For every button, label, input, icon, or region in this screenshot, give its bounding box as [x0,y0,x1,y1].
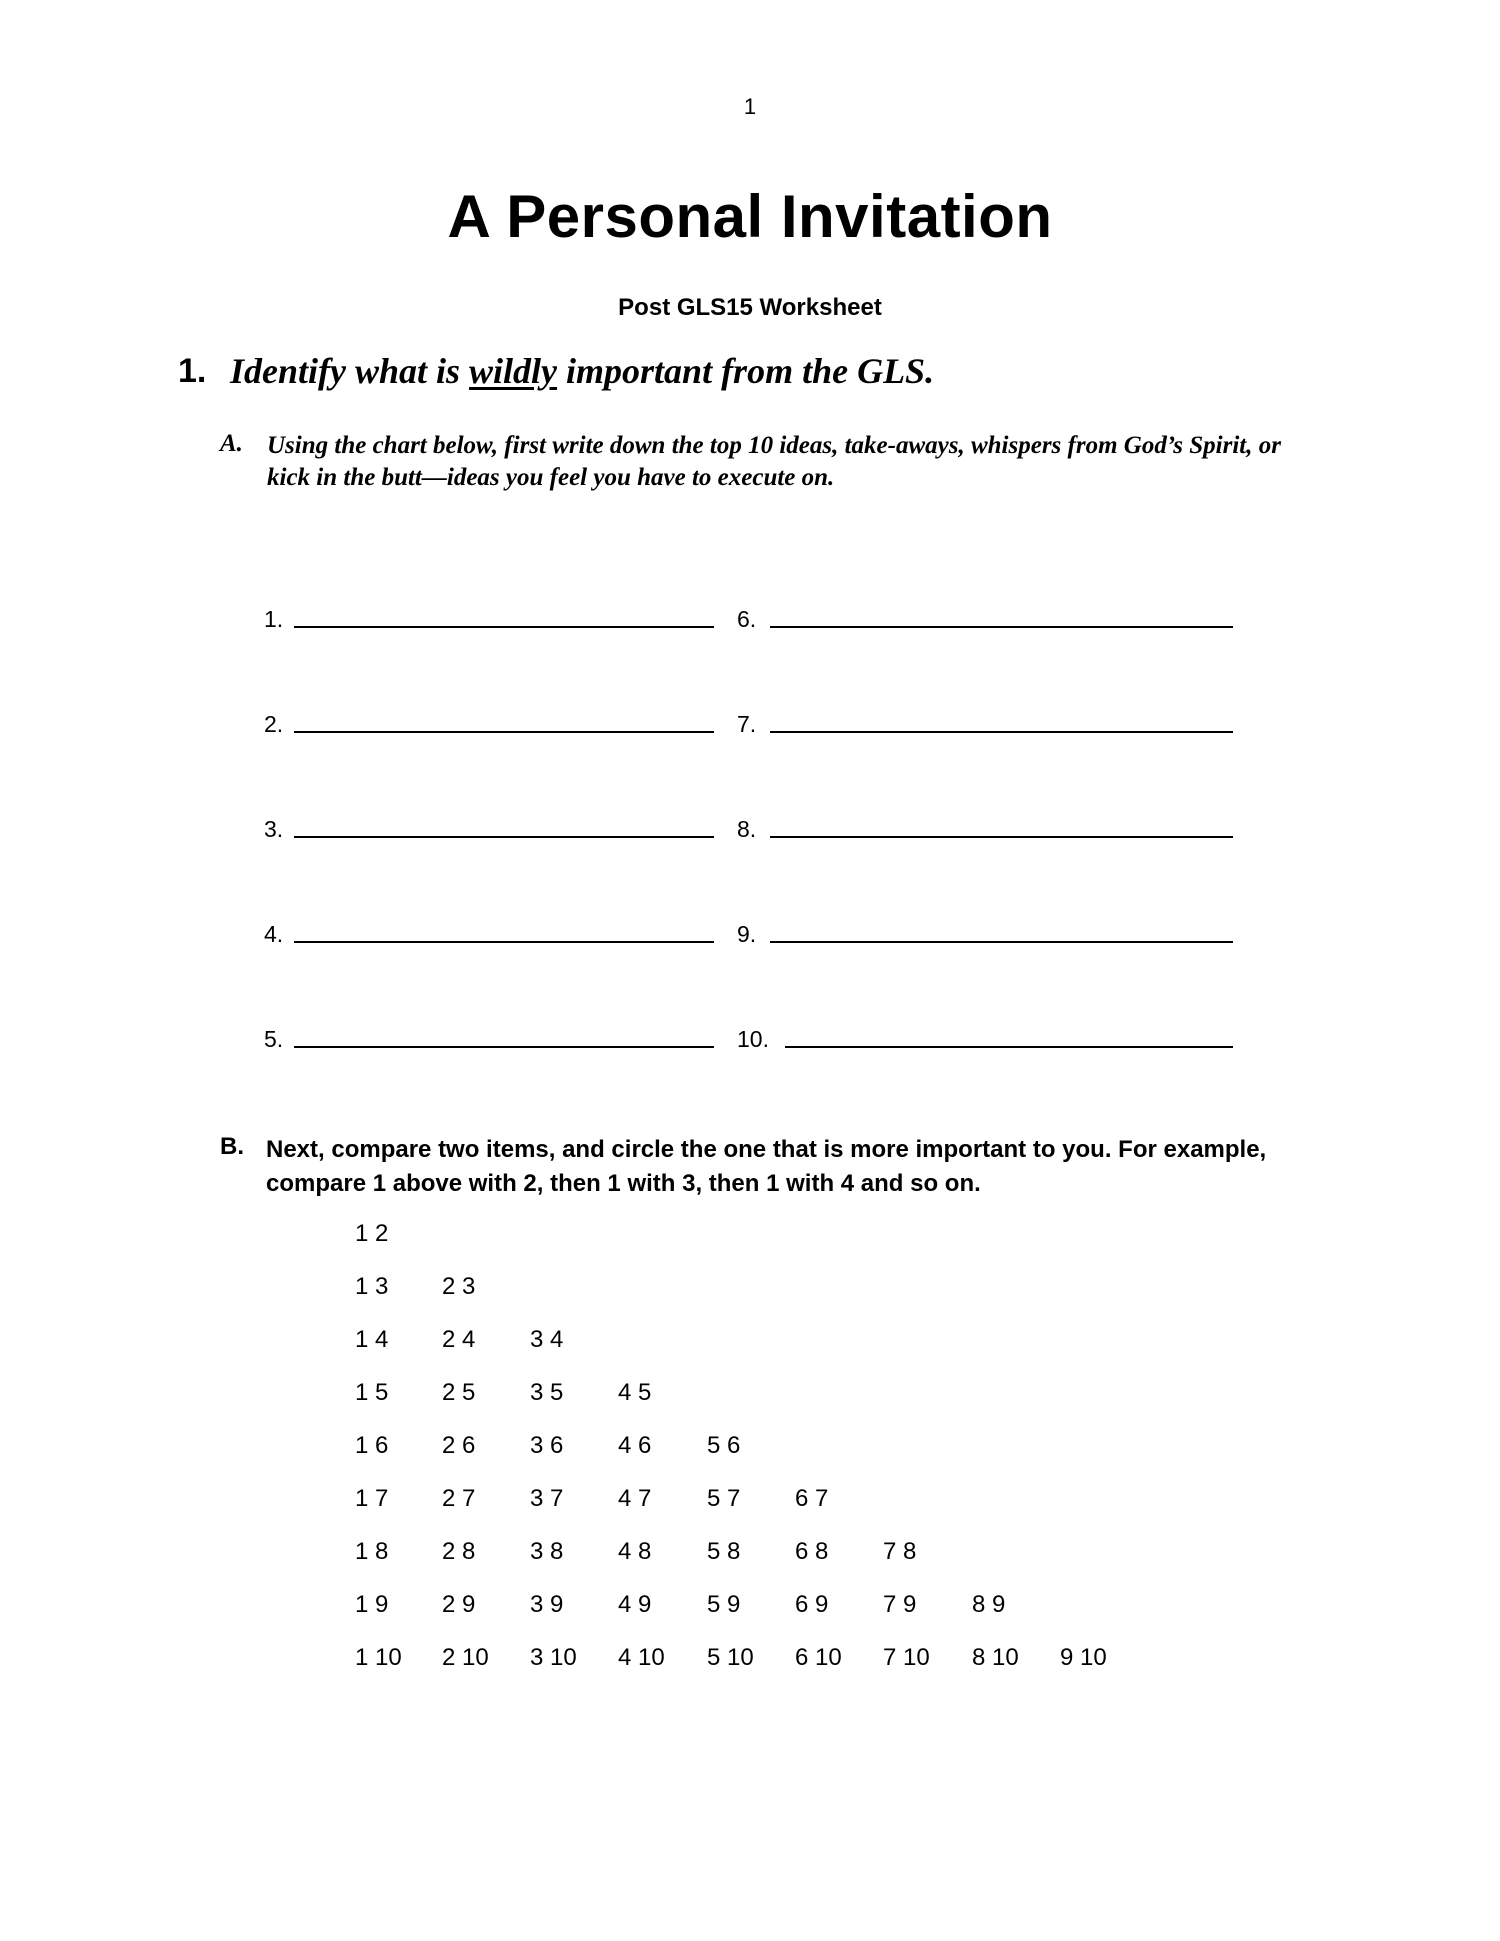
section-heading-before: Identify what is [230,351,470,391]
page-subtitle: Post GLS15 Worksheet [618,294,882,321]
comparison-pair[interactable]: 3 7 [530,1485,564,1512]
answer-line-left[interactable] [294,941,714,943]
comparison-pair[interactable]: 2 7 [442,1485,476,1512]
answer-line-right[interactable] [785,1046,1233,1048]
comparison-pair[interactable]: 3 8 [530,1538,564,1565]
answer-line-left[interactable] [294,626,714,628]
blank-label-right: 9. [737,921,757,947]
comparison-pair[interactable]: 1 6 [355,1432,389,1459]
comparison-pair[interactable]: 1 5 [355,1379,389,1406]
answer-line-right[interactable] [770,626,1233,628]
section-heading-emphasis: wildly [469,351,558,391]
comparison-pair[interactable]: 6 9 [795,1591,829,1618]
comparison-pair[interactable]: 6 10 [795,1644,842,1671]
comparison-pair[interactable]: 3 9 [530,1591,564,1618]
page-number: 1 [743,94,757,119]
comparison-pair[interactable]: 4 6 [618,1432,652,1459]
comparison-pair[interactable]: 2 3 [442,1273,476,1300]
item-a-letter: A. [220,430,243,457]
comparison-pair[interactable]: 5 8 [707,1538,741,1565]
item-a-instructions: Using the chart below, first write down the top 10 ideas, take-aways, whispers from God’s Spirit, or kick in the butt—ideas you feel you have to execute on. [267,432,1281,491]
comparison-pair[interactable]: 1 2 [355,1220,389,1247]
section-heading-after: important from the GLS. [557,351,935,391]
answer-line-left[interactable] [294,836,714,838]
comparison-pair[interactable]: 1 3 [355,1273,389,1300]
comparison-pair[interactable]: 2 10 [442,1644,489,1671]
comparison-pair[interactable]: 2 6 [442,1432,476,1459]
comparison-pair[interactable]: 1 9 [355,1591,389,1618]
comparison-pair[interactable]: 2 8 [442,1538,476,1565]
comparison-pair[interactable]: 3 10 [530,1644,577,1671]
comparison-pair[interactable]: 5 6 [707,1432,741,1459]
comparison-pair[interactable]: 3 4 [530,1326,564,1353]
blank-label-left: 2. [264,711,284,737]
page-title: A Personal Invitation [447,183,1053,250]
comparison-pair[interactable]: 2 9 [442,1591,476,1618]
comparison-pair[interactable]: 5 9 [707,1591,741,1618]
comparison-pair[interactable]: 6 7 [795,1485,829,1512]
comparison-pair[interactable]: 6 8 [795,1538,829,1565]
comparison-pair[interactable]: 3 6 [530,1432,564,1459]
blank-label-left: 4. [264,921,284,947]
comparison-pair[interactable]: 8 10 [972,1644,1019,1671]
blank-label-right: 10. [737,1026,769,1052]
answer-line-right[interactable] [770,941,1233,943]
comparison-pair[interactable]: 2 4 [442,1326,476,1353]
comparison-pair[interactable]: 5 7 [707,1485,741,1512]
blank-label-right: 7. [737,711,757,737]
comparison-pair[interactable]: 1 10 [355,1644,402,1671]
comparison-pair[interactable]: 9 10 [1060,1644,1107,1671]
answer-line-right[interactable] [770,731,1233,733]
item-b-instructions: Next, compare two items, and circle the one that is more important to you. For example, compare 1 above with 2, then 1 with 3, then 1 with 4 and so on. [266,1136,1267,1197]
comparison-pair[interactable]: 2 5 [442,1379,476,1406]
answer-line-left[interactable] [294,731,714,733]
item-b-letter: B. [220,1133,244,1160]
comparison-pair[interactable]: 8 9 [972,1591,1006,1618]
section-heading [230,350,934,392]
comparison-pair[interactable]: 1 8 [355,1538,389,1565]
blank-label-left: 1. [264,606,284,632]
section-number: 1. [178,352,207,390]
comparison-pair[interactable]: 7 10 [883,1644,930,1671]
comparison-pair[interactable]: 1 4 [355,1326,389,1353]
comparison-pair[interactable]: 4 7 [618,1485,652,1512]
answer-line-left[interactable] [294,1046,714,1048]
blank-label-left: 5. [264,1026,284,1052]
blank-label-right: 8. [737,816,757,842]
blank-label-left: 3. [264,816,284,842]
comparison-pair[interactable]: 4 8 [618,1538,652,1565]
comparison-pair[interactable]: 7 9 [883,1591,917,1618]
comparison-pair[interactable]: 4 9 [618,1591,652,1618]
comparison-pair[interactable]: 4 10 [618,1644,665,1671]
comparison-pair[interactable]: 1 7 [355,1485,389,1512]
comparison-pair[interactable]: 3 5 [530,1379,564,1406]
blank-label-right: 6. [737,606,757,632]
comparison-pair[interactable]: 7 8 [883,1538,917,1565]
comparison-pair[interactable]: 5 10 [707,1644,754,1671]
answer-line-right[interactable] [770,836,1233,838]
comparison-pair[interactable]: 4 5 [618,1379,652,1406]
